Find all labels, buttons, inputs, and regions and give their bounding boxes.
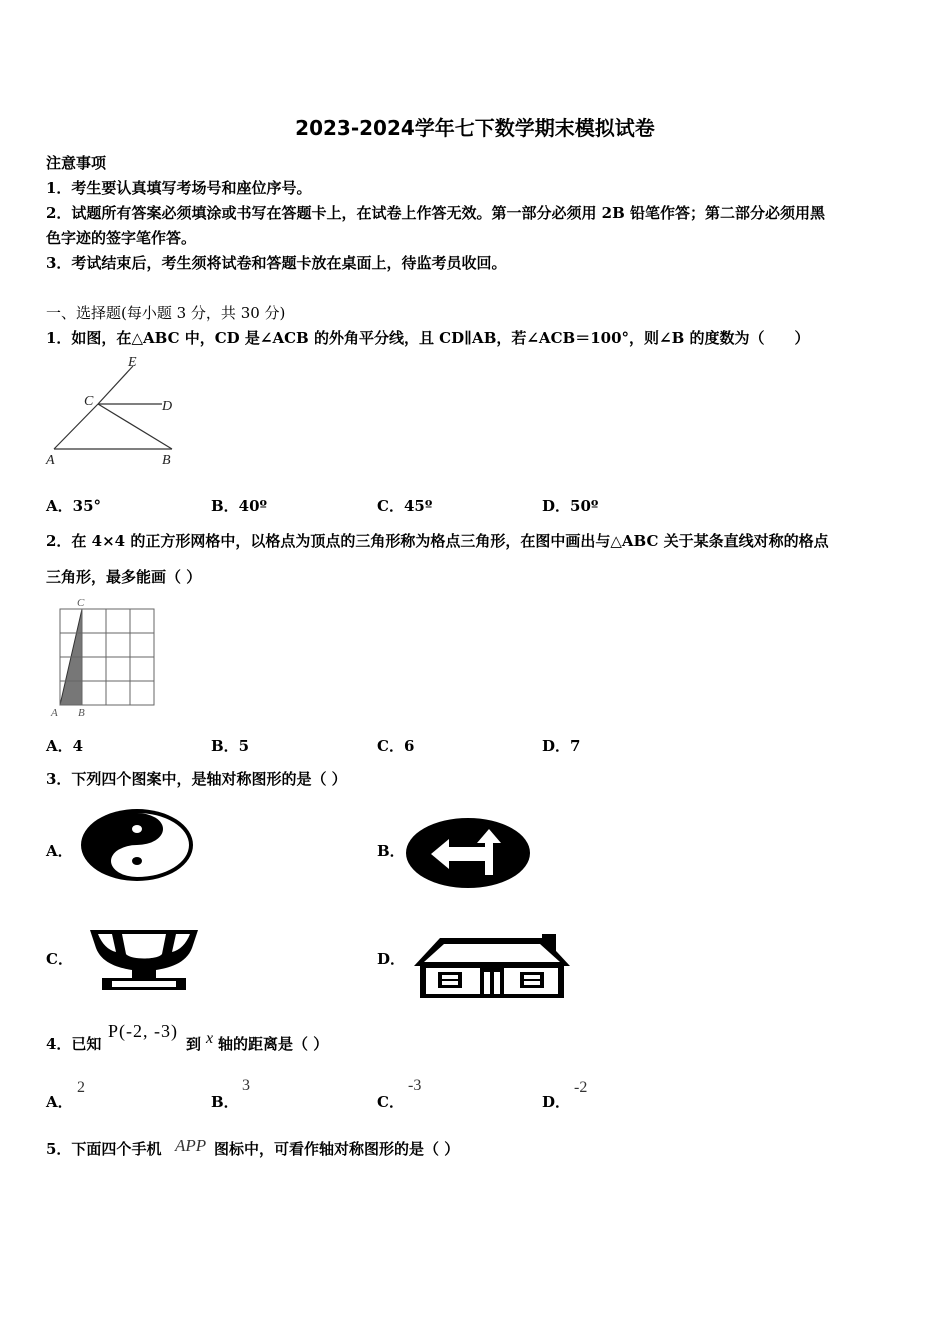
label-a: A xyxy=(51,707,58,719)
q4-point: P(-2, -3) xyxy=(108,1021,178,1041)
q4-axis: x xyxy=(206,1030,214,1047)
q4-prefix: 4．已知 xyxy=(46,1035,102,1053)
label-d: D xyxy=(162,399,173,414)
q4-option-a[interactable]: A． xyxy=(46,1093,73,1111)
q4-option-d[interactable]: D． xyxy=(542,1093,571,1111)
segment-cb xyxy=(98,404,172,449)
road-sign-icon xyxy=(405,817,531,889)
q2-option-b[interactable]: B．5 xyxy=(211,737,250,755)
q3-option-b[interactable]: B． xyxy=(377,842,405,860)
q1-option-a[interactable]: A．35° xyxy=(46,497,102,515)
segment-ce xyxy=(98,366,133,404)
q4-middle: 到 xyxy=(186,1035,202,1053)
label-b: B xyxy=(162,453,171,468)
q5-app: APP xyxy=(175,1136,207,1155)
q1-text: 1．如图，在△ABC 中，CD 是∠ACB 的外角平分线，且 CD∥AB，若∠ACB＝100°，则∠B 的度数为（ ） xyxy=(46,329,810,347)
q1-option-d[interactable]: D．50º xyxy=(542,497,599,515)
q4-option-c-value: -3 xyxy=(408,1077,422,1094)
q5-suffix: 图标中，可看作轴对称图形的是（ ） xyxy=(214,1140,460,1158)
q4-option-c[interactable]: C． xyxy=(377,1093,404,1111)
q4-option-b-value: 3 xyxy=(242,1077,250,1094)
q3-option-a[interactable]: A． xyxy=(46,842,73,860)
q4-option-d-value: -2 xyxy=(574,1079,588,1096)
trophy-icon xyxy=(82,920,206,992)
segment-ac xyxy=(54,404,98,449)
label-e: E xyxy=(128,355,137,370)
q3-option-d[interactable]: D． xyxy=(377,950,406,968)
note-item: 2．试题所有答案必须填涂或书写在答题卡上，在试卷上作答无效。第一部分必须用 2B 铅笔作答；第二部分必须用黑 xyxy=(46,204,826,222)
note-item: 3．考试结束后，考生须将试卷和答题卡放在桌面上，待监考员收回。 xyxy=(46,254,507,272)
q3-option-c[interactable]: C． xyxy=(46,950,73,968)
q1-option-b[interactable]: B．40º xyxy=(211,497,268,515)
q2-option-c[interactable]: C．6 xyxy=(377,737,415,755)
label-c: C xyxy=(84,394,94,409)
q1-option-c[interactable]: C．45º xyxy=(377,497,433,515)
note-item: 色字迹的签字笔作答。 xyxy=(46,229,197,247)
q4-option-b[interactable]: B． xyxy=(211,1093,239,1111)
q2-option-d[interactable]: D．7 xyxy=(542,737,581,755)
q2-option-a[interactable]: A．4 xyxy=(46,737,84,755)
q1-triangle-figure xyxy=(40,352,190,472)
section-heading: 一、选择题(每小题 3 分，共 30 分) xyxy=(46,304,286,322)
q4-option-a-value: 2 xyxy=(77,1079,85,1096)
house-icon xyxy=(410,930,574,1002)
q2-grid-figure xyxy=(46,595,161,720)
label-c: C xyxy=(77,597,85,609)
page-title: 2023-2024学年七下数学期末模拟试卷 xyxy=(295,116,655,140)
q5-prefix: 5．下面四个手机 xyxy=(46,1140,162,1158)
yin-yang-icon xyxy=(80,808,196,884)
label-a: A xyxy=(46,453,55,468)
notes-heading: 注意事项 xyxy=(46,154,107,172)
q3-text: 3．下列四个图案中，是轴对称图形的是（ ） xyxy=(46,770,347,788)
q2-text-line1: 2．在 4×4 的正方形网格中，以格点为顶点的三角形称为格点三角形，在图中画出与△ABC 关于某条直线对称的格点 xyxy=(46,532,829,550)
label-b: B xyxy=(78,707,85,719)
q2-text-line2: 三角形，最多能画（ ） xyxy=(46,568,202,586)
q4-suffix: 轴的距离是（ ） xyxy=(218,1035,329,1053)
note-item: 1．考生要认真填写考场号和座位序号。 xyxy=(46,179,312,197)
